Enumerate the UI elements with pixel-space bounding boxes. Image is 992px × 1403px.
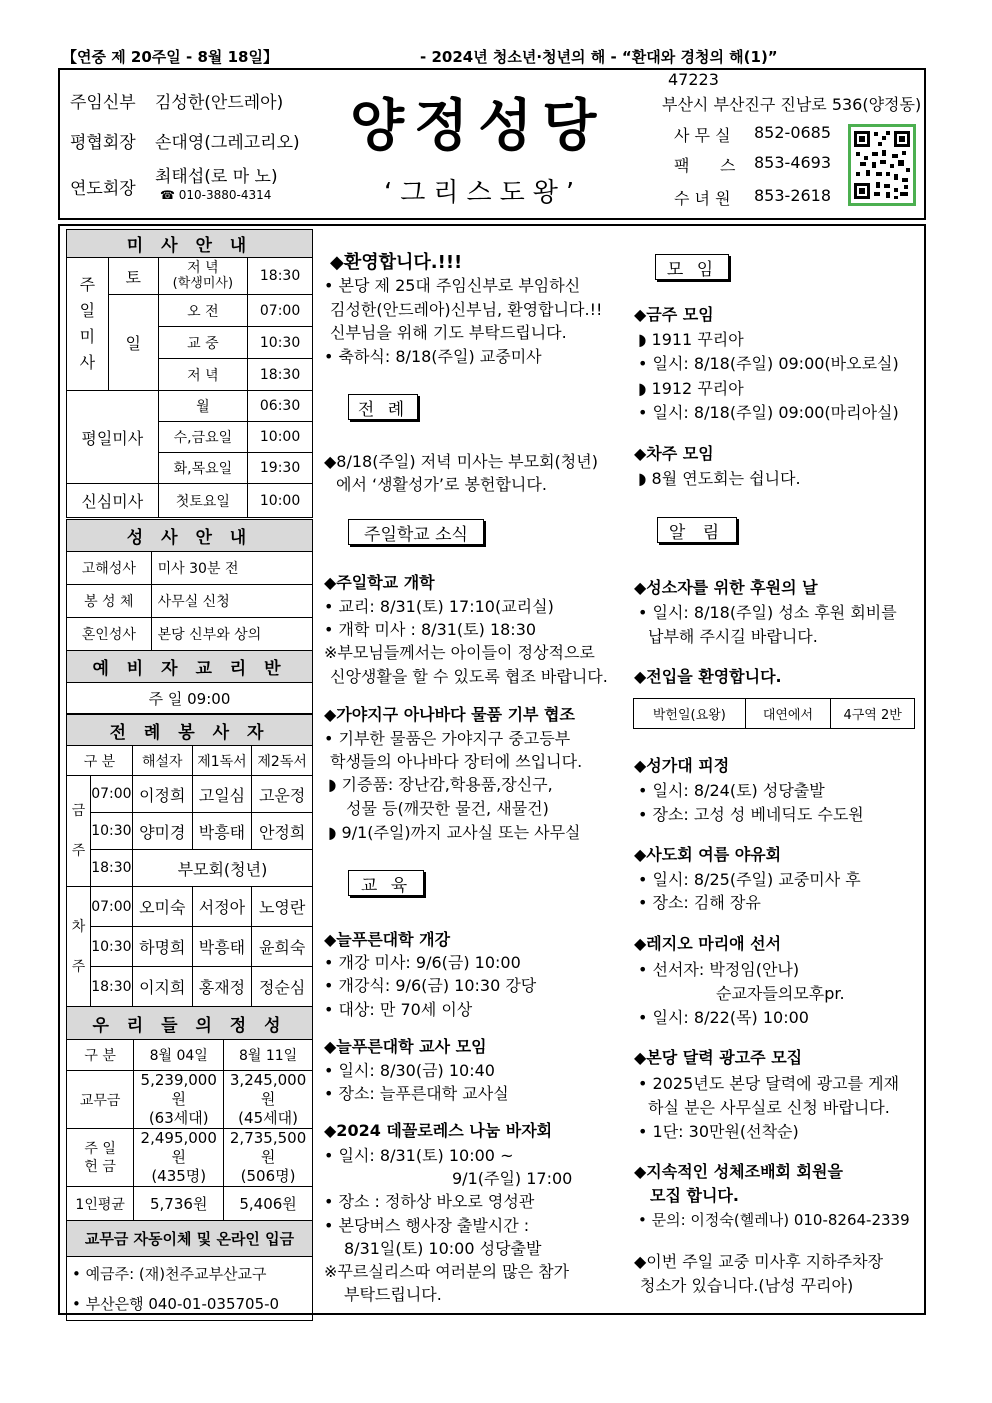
first-sat-mass-label: 신심미사 xyxy=(67,484,159,518)
server-reader2: 윤희숙 xyxy=(252,927,313,967)
welcome-line: 김성한(안드레아)신부님, 환영합니다.!! xyxy=(330,300,603,319)
bank-account[interactable]: • 부산은행 040-01-035705-0 xyxy=(72,1294,280,1313)
tithe-label: 교무금 xyxy=(67,1071,134,1129)
mon-time: 06:30 xyxy=(248,391,313,422)
issue-date: 【연중 제 20주일 - 8월 18일】 xyxy=(62,48,278,66)
teacher-meeting-line: • 일시: 8/30(금) 10:40 xyxy=(324,1061,495,1080)
server-reader1: 서정아 xyxy=(192,887,252,927)
picnic-title: ◆사도회 여름 야유회 xyxy=(634,845,782,864)
server-time: 18:30 xyxy=(90,850,132,887)
transfer-from: 대연에서 xyxy=(745,699,831,729)
bazaar-line: • 일시: 8/31(토) 10:00 ~ xyxy=(324,1146,514,1165)
first-sat-time: 10:00 xyxy=(248,484,313,518)
picnic-line: • 일시: 8/25(주일) 교중미사 후 xyxy=(638,870,861,889)
bazaar-line: ※꾸르실리스따 여러분의 많은 참가 xyxy=(324,1262,570,1281)
postcode: 47223 xyxy=(668,70,719,89)
server-group: 부모회(청년) xyxy=(132,850,312,887)
server-reader1: 박흥태 xyxy=(192,813,252,850)
school-line: • 개학 미사 : 8/31(토) 18:30 xyxy=(324,620,537,639)
donation-line: ◗ 기증품: 장난감,학용품,장신구, xyxy=(328,775,553,794)
server-reader2: 안정희 xyxy=(252,813,313,850)
this-week-meeting-line: • 일시: 8/18(주일) 09:00(바오로실) xyxy=(638,354,899,373)
offering-col-week2: 8월 11일 xyxy=(224,1040,313,1071)
evening-label: 저 녁 xyxy=(158,359,248,391)
office-phone: 852-0685 xyxy=(754,123,832,142)
weekday-mass-label: 평일미사 xyxy=(67,391,159,484)
transfer-name: 박헌일(요왕) xyxy=(634,699,746,729)
marriage-label: 혼인성사 xyxy=(67,618,152,651)
server-reader2: 고운정 xyxy=(252,776,313,813)
servers-col-reader1: 제1독서 xyxy=(192,746,252,776)
vocation-line: 납부해 주시길 바랍니다. xyxy=(648,627,818,646)
mass-schedule-table xyxy=(66,229,313,518)
school-title: ◆주일학교 개학 xyxy=(324,573,435,592)
choir-retreat-line: • 장소: 고성 성 베네딕도 수도원 xyxy=(638,805,864,824)
morning-label: 오 전 xyxy=(158,295,248,327)
offering-title: 우 리 들 의 정 성 xyxy=(67,1007,313,1040)
adoration-contact: • 문의: 이정숙(헬레나) 010-8264-2339 xyxy=(638,1211,910,1229)
servers-col-reader2: 제2독서 xyxy=(252,746,313,776)
main-mass-time: 10:30 xyxy=(248,327,313,359)
main-mass-label: 교 중 xyxy=(158,327,248,359)
bank-holder: • 예금주: (재)천주교부산교구 xyxy=(72,1264,267,1283)
server-time: 10:30 xyxy=(90,813,132,850)
donation-line: 학생들의 아나바다 장터에 쓰입니다. xyxy=(330,752,583,771)
convent-label: 수 녀 원 xyxy=(674,189,731,208)
university-line: • 대상: 만 70세 이상 xyxy=(324,1000,473,1019)
sacraments-title: 성 사 안 내 xyxy=(67,520,313,552)
servers-table xyxy=(66,714,313,1007)
yeondo-phone: ☎ 010-3880-4314 xyxy=(160,188,272,202)
average-week2: 5,406원 xyxy=(224,1187,313,1221)
year-theme: - 2024년 청소년·청년의 해 - “환대와 경청의 해(1)” xyxy=(420,48,778,66)
offering-col-division: 구 분 xyxy=(67,1040,134,1071)
server-time: 18:30 xyxy=(90,967,132,1007)
sat-eve-time: 18:30 xyxy=(248,258,313,295)
sunday-offering-label1: 주 일 xyxy=(84,1140,116,1157)
server-commentator: 이정희 xyxy=(132,776,192,813)
teacher-meeting-title: ◆늘푸른대학 교사 모임 xyxy=(324,1037,487,1056)
next-week-label xyxy=(67,887,91,1007)
adoration-title: ◆지속적인 성체조배회 회원을 xyxy=(634,1162,843,1181)
average-week1: 5,736원 xyxy=(134,1187,224,1221)
bazaar-line: 부탁드립니다. xyxy=(344,1285,442,1304)
server-time: 07:00 xyxy=(90,776,132,813)
bazaar-line: 8/31일(토) 10:00 성당출발 xyxy=(344,1239,542,1258)
tuethu-time: 19:30 xyxy=(248,453,313,484)
choir-retreat-title: ◆성가대 피정 xyxy=(634,756,730,775)
this-week-text: 금 주 xyxy=(71,803,86,859)
server-reader2: 정순심 xyxy=(252,967,313,1007)
next-week-text: 차 주 xyxy=(71,918,86,975)
transfer-table xyxy=(633,698,915,729)
servers-col-division: 구 분 xyxy=(67,746,133,776)
confession-label: 고해성사 xyxy=(67,552,152,585)
donation-line: 성물 등(깨끗한 물건, 새물건) xyxy=(346,799,549,818)
school-line: 신앙생활을 할 수 있도록 협조 바랍니다. xyxy=(330,667,608,686)
offering-col-week1: 8월 04일 xyxy=(134,1040,224,1071)
tuethu-label: 화,목요일 xyxy=(158,453,248,484)
vocation-title: ◆성소자를 위한 후원의 날 xyxy=(634,578,818,597)
bazaar-line: • 장소 : 정하상 바오로 영성관 xyxy=(324,1192,535,1211)
pastor-name: 김성한(안드레아) xyxy=(155,93,284,113)
sunday-offering-week2-people: (506명) xyxy=(240,1167,296,1185)
cleaning-line: ◆이번 주일 교중 미사후 지하주차장 xyxy=(634,1252,884,1271)
bank-title: 교무금 자동이체 및 온라인 입금 xyxy=(67,1221,313,1257)
first-sat-label: 첫토요일 xyxy=(158,484,248,518)
legio-title: ◆레지오 마리애 선서 xyxy=(634,934,782,953)
yeondo-name: 최태섭(로 마 노) xyxy=(155,167,278,187)
welcome-line: • 본당 제 25대 주임신부로 부임하신 xyxy=(324,276,581,295)
server-reader2: 노영란 xyxy=(252,887,313,927)
council-name: 손대영(그레고리오) xyxy=(155,133,300,153)
this-week-meeting-line: ◗ 1911 꾸리아 xyxy=(638,330,744,349)
offering-table xyxy=(66,1006,313,1321)
next-week-meeting-line: ◗ 8월 연도회는 쉽니다. xyxy=(638,469,801,488)
catechumen-time: 주 일 09:00 xyxy=(67,683,313,714)
sun-label: 일 xyxy=(108,295,158,391)
calendar-ad-line: • 1단: 30만원(선착순) xyxy=(638,1122,799,1141)
server-reader1: 고일심 xyxy=(192,776,252,813)
liturgy-section-label: 전 례 xyxy=(348,394,418,420)
cleaning-line: 청소가 있습니다.(남성 꾸리아) xyxy=(640,1276,854,1295)
convent-phone: 853-2618 xyxy=(754,186,832,205)
this-week-label xyxy=(67,776,91,887)
education-section-label: 교 육 xyxy=(348,870,424,896)
university-line: • 개강식: 9/6(금) 10:30 강당 xyxy=(324,976,537,995)
donation-title: ◆가야지구 아나바다 물품 기부 협조 xyxy=(324,705,575,724)
transfer-title: ◆전입을 환영합니다. xyxy=(634,667,782,686)
sunday-mass-label xyxy=(67,258,109,391)
meetings-section-label: 모 임 xyxy=(655,254,729,280)
welcome-line: 신부님을 위해 기도 부탁드립니다. xyxy=(330,323,567,342)
sunday-offering-week1-people: (435명) xyxy=(151,1167,207,1185)
calendar-ad-line: 하실 분은 사무실로 신청 바랍니다. xyxy=(648,1098,890,1117)
legio-line: • 선서자: 박정임(안나) xyxy=(638,960,800,979)
qr-code-icon[interactable] xyxy=(848,124,916,206)
sunday-offering-week2: 2,735,500원 xyxy=(229,1129,307,1166)
sunday-mass-text: 주 일 미 사 xyxy=(79,275,96,372)
adoration-title-2: 모집 합니다. xyxy=(650,1186,739,1205)
church-motto: ‘그리스도왕’ xyxy=(384,178,583,208)
mass-title: 미 사 안 내 xyxy=(67,230,313,258)
this-week-meeting-line: • 일시: 8/18(주일) 09:00(마리아실) xyxy=(638,403,899,422)
mon-label: 월 xyxy=(158,391,248,422)
donation-line: ◗ 9/1(주일)까지 교사실 또는 사무실 xyxy=(328,823,581,842)
this-week-meeting-line: ◗ 1912 꾸리아 xyxy=(638,379,744,398)
donation-line: • 기부한 물품은 가야지구 중고등부 xyxy=(324,729,571,748)
next-week-meetings-title: ◆차주 모임 xyxy=(634,444,714,463)
servers-col-commentator: 해설자 xyxy=(132,746,192,776)
evening-time: 18:30 xyxy=(248,359,313,391)
sacraments-table xyxy=(66,519,313,714)
liturgy-line: 에서 ‘생활성가’로 봉헌합니다. xyxy=(336,475,547,494)
sunday-school-section-label: 주일학교 소식 xyxy=(348,519,484,545)
teacher-meeting-line: • 장소: 늘푸른대학 교사실 xyxy=(324,1084,509,1103)
welcome-title: ◆환영합니다.!!! xyxy=(330,252,463,273)
communion-value: 사무실 신청 xyxy=(151,585,312,618)
server-time: 07:00 xyxy=(90,887,132,927)
vocation-line: • 일시: 8/18(주일) 성소 후원 회비를 xyxy=(638,603,897,622)
university-title: ◆늘푸른대학 개강 xyxy=(324,930,451,949)
morning-time: 07:00 xyxy=(248,295,313,327)
fax-number: 853-4693 xyxy=(754,153,832,172)
sat-label: 토 xyxy=(108,258,158,295)
server-commentator: 오미숙 xyxy=(132,887,192,927)
choir-retreat-line: • 일시: 8/24(토) 성당출발 xyxy=(638,781,825,800)
school-line: • 교리: 8/31(토) 17:10(교리실) xyxy=(324,597,554,616)
picnic-line: • 장소: 김해 장유 xyxy=(638,893,761,912)
calendar-ad-title: ◆본당 달력 광고주 모집 xyxy=(634,1048,803,1067)
church-name: 양정성당 xyxy=(350,94,607,159)
servers-title: 전 례 봉 사 자 xyxy=(67,715,313,746)
fax-label: 팩 스 xyxy=(674,156,736,175)
transfer-zone: 4구역 2반 xyxy=(831,699,915,729)
yeondo-role: 연도회장 xyxy=(70,179,136,199)
bazaar-title: ◆2024 데꼴로레스 나눔 바자회 xyxy=(324,1121,553,1140)
server-commentator: 양미경 xyxy=(132,813,192,850)
wedfri-time: 10:00 xyxy=(248,422,313,453)
catechumen-title: 예 비 자 교 리 반 xyxy=(67,651,313,683)
office-label: 사 무 실 xyxy=(674,126,731,145)
council-role: 평협회장 xyxy=(70,133,136,153)
welcome-line: • 축하식: 8/18(주일) 교중미사 xyxy=(324,347,542,366)
sat-eve-note: (학생미사) xyxy=(172,276,234,291)
server-time: 10:30 xyxy=(90,927,132,967)
pastor-role: 주임신부 xyxy=(70,93,136,113)
sat-eve-label: 저 녁 xyxy=(187,260,219,276)
school-line: ※부모님들께서는 아이들이 정상적으로 xyxy=(324,643,595,662)
wedfri-label: 수,금요일 xyxy=(158,422,248,453)
notices-section-label: 알 림 xyxy=(657,517,737,543)
tithe-week1-households: (63세대) xyxy=(148,1109,209,1127)
this-week-meetings-title: ◆금주 모임 xyxy=(634,305,714,324)
sunday-offering-week1: 2,495,000원 xyxy=(140,1129,217,1166)
calendar-ad-line: • 2025년도 본당 달력에 광고를 게재 xyxy=(638,1074,900,1093)
server-reader1: 박흥태 xyxy=(192,927,252,967)
legio-line: 순교자들의모후pr. xyxy=(716,984,845,1003)
sunday-offering-label2: 헌 금 xyxy=(84,1158,116,1175)
tithe-week1: 5,239,000원 xyxy=(140,1071,217,1108)
address: 부산시 부산진구 진남로 536(양정동) xyxy=(662,95,922,114)
server-commentator: 이지희 xyxy=(132,967,192,1007)
tithe-week2: 3,245,000원 xyxy=(229,1071,307,1108)
server-reader1: 홍재정 xyxy=(192,967,252,1007)
marriage-value: 본당 신부와 상의 xyxy=(151,618,312,651)
bazaar-line: 9/1(주일) 17:00 xyxy=(452,1169,573,1188)
tithe-week2-households: (45세대) xyxy=(238,1109,298,1127)
legio-line: • 일시: 8/22(목) 10:00 xyxy=(638,1008,809,1027)
server-commentator: 하명희 xyxy=(132,927,192,967)
bazaar-line: • 본당버스 행사장 출발시간 : xyxy=(324,1216,530,1235)
liturgy-line: ◆8/18(주일) 저녁 미사는 부모회(청년) xyxy=(324,452,598,471)
university-line: • 개강 미사: 9/6(금) 10:00 xyxy=(324,953,521,972)
average-label: 1인평균 xyxy=(67,1187,134,1221)
communion-label: 봉 성 체 xyxy=(67,585,152,618)
confession-value: 미사 30분 전 xyxy=(151,552,312,585)
